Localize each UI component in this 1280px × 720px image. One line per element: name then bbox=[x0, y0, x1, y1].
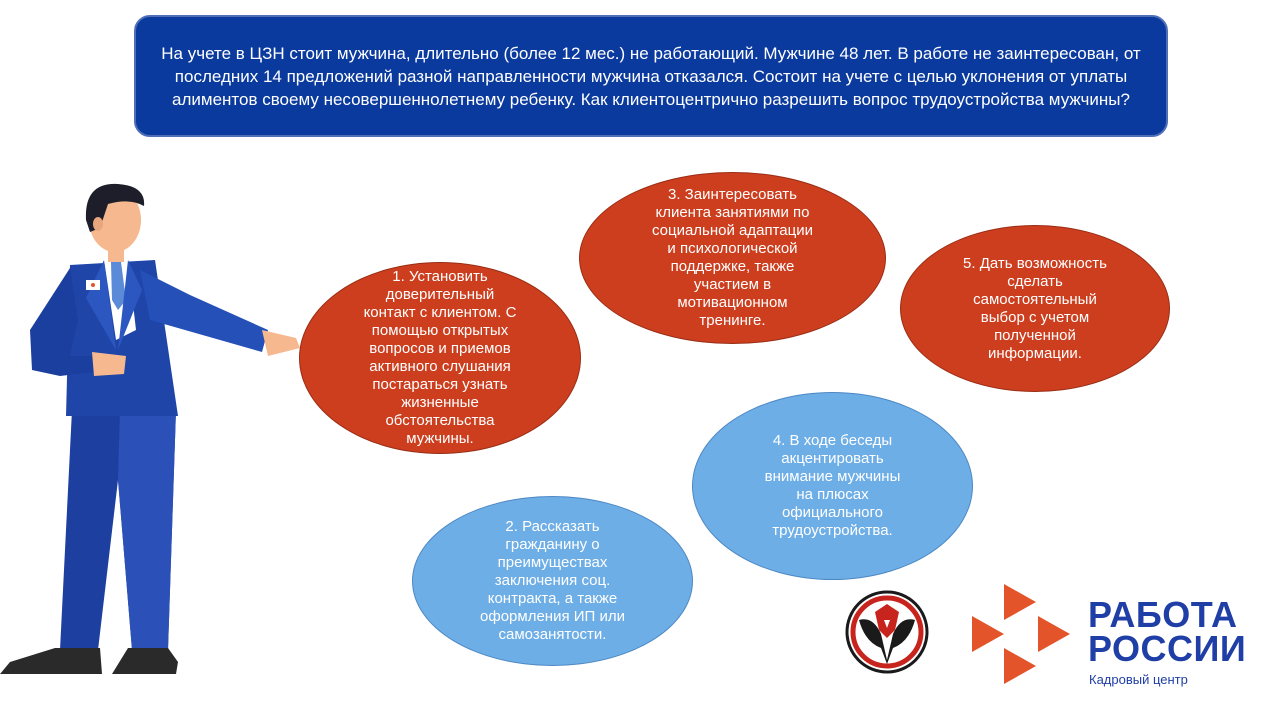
step-5-bubble bbox=[900, 225, 1170, 392]
question-text: На учете в ЦЗН стоит мужчина, длительно (более 12 мес.) не работающий. Мужчине 48 лет. В работе не заинтересован, от последних 14 предложений разной направленности мужчина отказался. Состоит на учете с целью уклонения от уплаты алиментов своему несовершеннолетнему ребенку. Как клиентоцентрично разрешить вопрос трудоустройства мужчины? bbox=[161, 43, 1141, 109]
step-5-text: 5. Дать возможность сделать самостоятельный выбор с учетом полученной информации. bbox=[963, 254, 1107, 362]
rabota-rossii-logo-icon bbox=[970, 584, 1074, 684]
step-2-text: 2. Рассказать гражданину о преимуществах заключения соц. контракта, а также оформления ИП или самозанятости. bbox=[480, 518, 625, 643]
step-2-bubble bbox=[412, 496, 693, 666]
step-4-bubble bbox=[692, 392, 973, 580]
question-banner bbox=[134, 15, 1168, 137]
udmurtia-emblem-icon bbox=[845, 590, 929, 674]
step-1-bubble bbox=[299, 262, 581, 454]
step-3-text: 3. Заинтересовать клиента занятиями по социальной адаптации и психологической поддержке, также участием в мотивационном тренинге. bbox=[651, 186, 813, 329]
logo-line-1: РАБОТА bbox=[1088, 594, 1238, 635]
step-3-bubble bbox=[579, 172, 886, 344]
step-1-text: 1. Установить доверительный контакт с клиентом. С помощью открытых вопросов и приемов активного слушания постараться узнать жизненные обстоятельства мужчины. bbox=[363, 268, 517, 447]
logo-wordmark bbox=[1088, 594, 1247, 669]
logo-line-2: РОССИИ bbox=[1088, 628, 1247, 669]
step-4-text: 4. В ходе беседы акцентировать внимание мужчины на плюсах официального трудоустройства. bbox=[764, 432, 901, 539]
logo-subtitle: Кадровый центр bbox=[1089, 672, 1188, 687]
presenter-illustration bbox=[0, 180, 305, 680]
